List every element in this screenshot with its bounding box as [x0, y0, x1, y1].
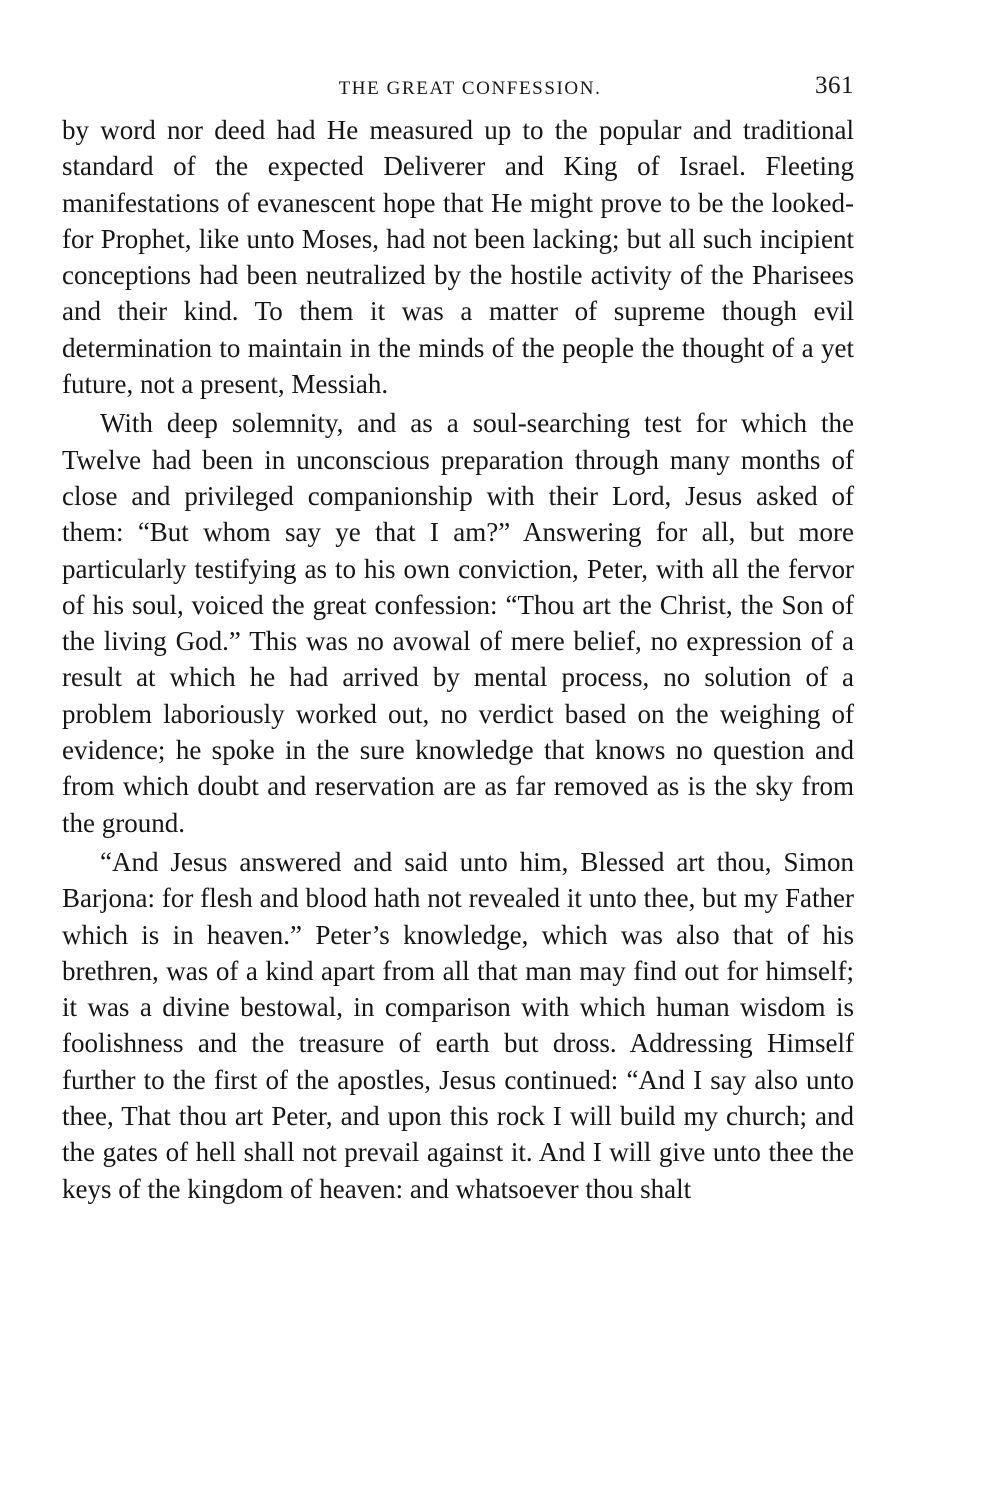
paragraph-continuation: by word nor deed had He measured up to the popular and traditional standard of the expected Deliverer and King of Israel. Fleeting manifestations of evanescent hope that He might prove to be the looked-for Prophet, like unto Moses, had not been lacking; but all such incipient conceptions had been neutralized by the hostile activity of the Pharisees and their kind. To them it was a matter of supreme though evil determination to maintain in the minds of the people the thought of a yet future, not a present, Messiah.: [62, 115, 854, 400]
page-header: [62, 68, 854, 112]
paragraph-blessed: “And Jesus answered and said unto him, Blessed art thou, Simon Barjona: for flesh and blood hath not revealed it unto thee, but my Father which is in heaven.” Peter’s knowledge, which was also that of his brethren, was of a kind apart from all that man may find out for himself; it was a divine bestowal, in comparison with which human wisdom is foolishness and the treasure of earth but dross. Addressing Himself further to the first of the apostles, Jesus continued: “And I say also unto thee, That thou art Peter, and upon this rock I will build my church; and the gates of hell shall not prevail against it. And I will give unto thee the keys of the kingdom of heaven: and whatsoever thou shalt: [62, 846, 854, 1204]
running-head: THE GREAT CONFESSION.: [338, 78, 602, 99]
paragraph-confession: With deep solemnity, and as a soul-searching test for which the Twelve had been in unconscious preparation through many months of close and privileged companionship with their Lord, Jesus asked of them: “But whom say ye that I am?” Answering for all, but more particularly testifying as to his own conviction, Peter, with all the fervor of his soul, voiced the great confession: “Thou art the Christ, the Son of the living God.” This was no avowal of mere belief, no expression of a result at which he had arrived by mental process, no solution of a problem laboriously worked out, no verdict based on the weighing of evidence; he spoke in the sure knowledge that knows no question and from which doubt and reservation are as far removed as is the sky from the ground.: [62, 408, 854, 838]
book-page: [62, 68, 854, 1207]
page-number: 361: [815, 72, 854, 99]
page-body: [62, 112, 854, 1207]
